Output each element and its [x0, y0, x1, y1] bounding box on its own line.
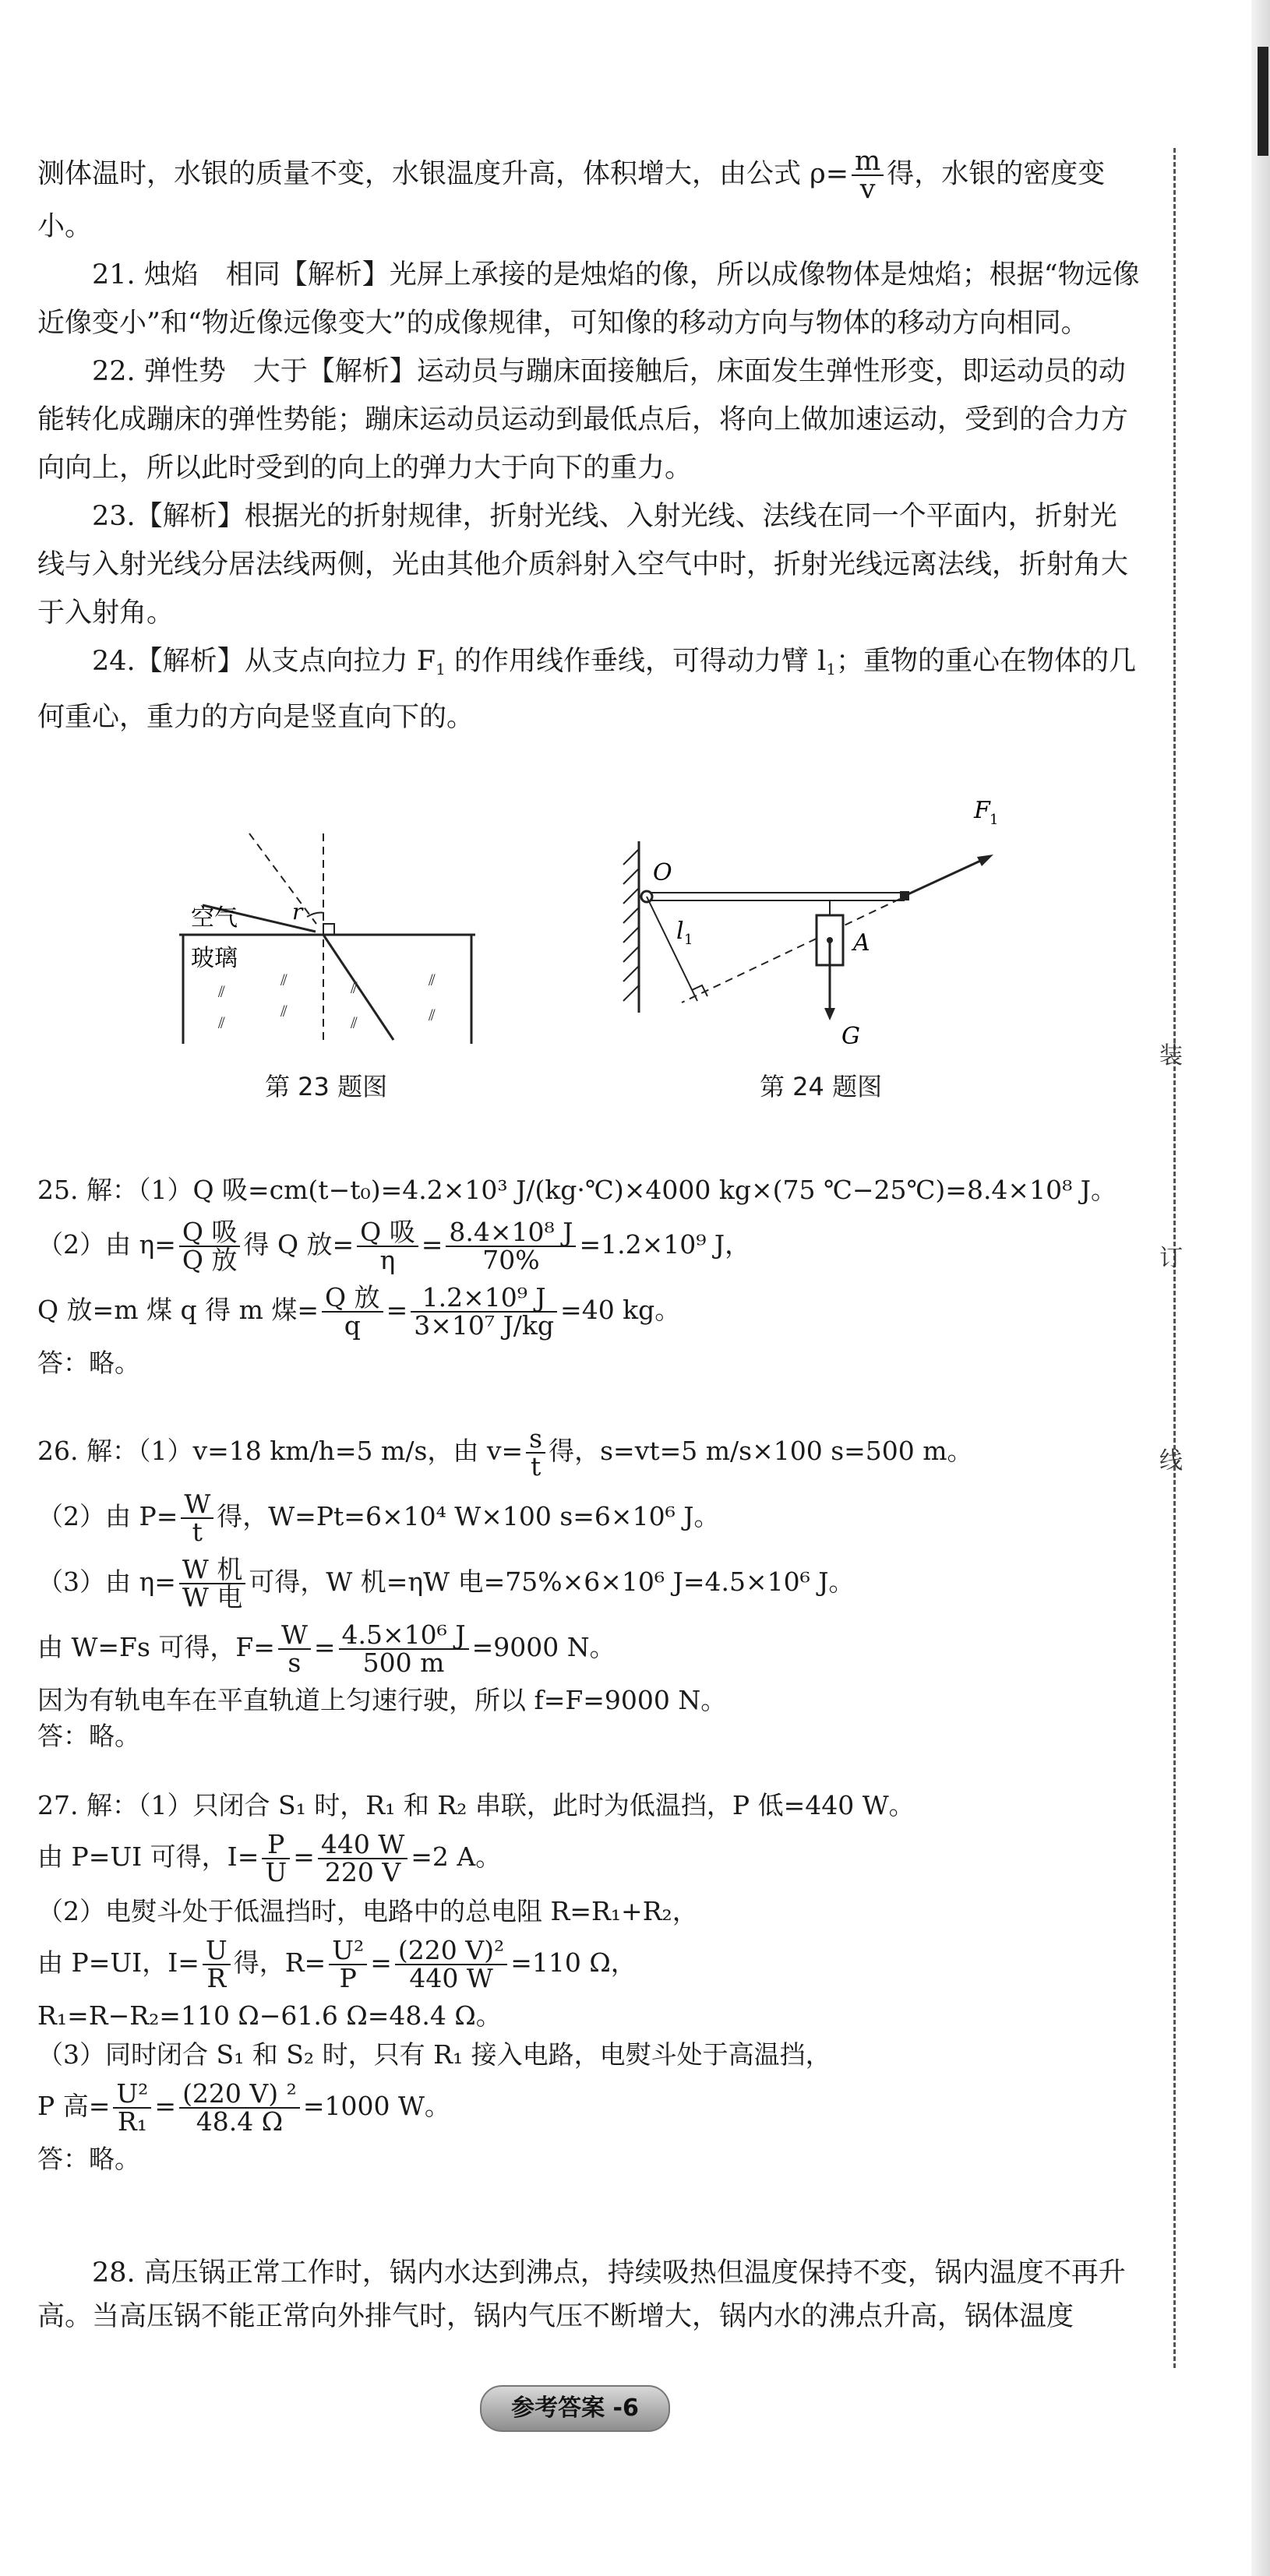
numerator: m — [852, 148, 884, 176]
force-f-subscript: 1 — [990, 812, 999, 828]
svg-text:⫽: ⫽ — [351, 978, 358, 997]
fraction — [852, 148, 884, 203]
glass-label: 玻璃 — [191, 945, 238, 972]
weight-a-label: A — [853, 929, 870, 957]
text: 得 Q 放= — [243, 1229, 355, 1260]
text: 得，R= — [233, 1947, 326, 1978]
denominator: 3×10⁷ J/kg — [414, 1310, 555, 1341]
numerator: 4.5×10⁶ J — [339, 1622, 469, 1650]
denominator: v — [859, 174, 876, 205]
q26-line-5: 因为有轨电车在平直轨道上匀速行驶，所以 f=F=9000 N。 — [37, 1685, 727, 1715]
denominator: P — [339, 1963, 357, 1993]
denominator: R — [206, 1963, 227, 1993]
pivot-o-label: O — [653, 859, 672, 886]
text: =9000 N。 — [471, 1632, 616, 1662]
text: = — [313, 1632, 336, 1662]
text: = — [154, 2091, 177, 2121]
q26-line-1 — [37, 1425, 1144, 1480]
text: （2）由 P= — [37, 1501, 178, 1531]
numerator: (220 V)² — [395, 1937, 507, 1965]
fraction — [278, 1619, 311, 1678]
text: =110 Ω， — [510, 1947, 637, 1978]
subscript: 1 — [436, 660, 446, 678]
force-f-label: F — [974, 797, 990, 824]
text: 得，水银的密度变 — [887, 158, 1106, 190]
answer-26 — [37, 1425, 1144, 1754]
force-f1-arrow — [905, 858, 986, 896]
q28-text: 28. 高压锅正常工作时，锅内水达到沸点，持续吸热但温度保持不变，锅内温度不再升高。当高压锅不能正常向外排气时，锅内气压不断增大，锅内水的沸点升高，锅体温度 — [37, 2257, 1126, 2332]
denominator: q — [344, 1310, 361, 1341]
q27-line-3: （2）电熨斗处于低温挡时，电路中的总电阻 R=R₁+R₂， — [37, 1896, 698, 1926]
subscript: 1 — [826, 660, 836, 678]
text: ；重物的重心在物体的几何重心，重力的方向是竖直向下的。 — [37, 646, 1137, 733]
incident-ray — [323, 935, 393, 1040]
q25-line-3 — [37, 1284, 1144, 1339]
page-edge-strip — [1251, 0, 1270, 2576]
numerator: Q 吸 — [179, 1219, 241, 1247]
numerator: (220 V) ² — [179, 2081, 300, 2109]
text: （2）由 η= — [37, 1229, 176, 1260]
text: =2 A。 — [411, 1841, 502, 1872]
q25-line-2 — [37, 1219, 1144, 1274]
numerator: 440 W — [318, 1831, 407, 1859]
fraction — [526, 1425, 545, 1480]
gravity-g-arrowhead — [824, 1008, 835, 1020]
denominator: R₁ — [117, 2106, 147, 2137]
svg-text:⫽: ⫽ — [280, 971, 288, 989]
fraction — [203, 1937, 231, 1992]
fraction — [181, 1491, 213, 1545]
denominator: η — [379, 1245, 396, 1275]
figure-24-lever — [616, 779, 1021, 1059]
denominator: 500 m — [362, 1647, 445, 1678]
fraction — [179, 2078, 300, 2137]
q25-answer: 答：略。 — [37, 1348, 140, 1378]
answer-21: 21. 烛焰 相同【解析】光屏上承接的是烛焰的像，所以成像物体是烛焰；根据“物远像近像变小”和“物近像远像变大”的成像规律，可知像的移动方向与物体的移动方向相同。 — [37, 259, 1140, 339]
denominator: 440 W — [409, 1963, 493, 1993]
svg-text:⫽: ⫽ — [429, 1006, 436, 1024]
fraction — [318, 1831, 407, 1886]
text: 由 W=Fs 可得，F= — [37, 1632, 275, 1662]
text: = — [293, 1841, 315, 1872]
denominator: 70% — [482, 1245, 540, 1275]
text: 得，W=Pt=6×10⁴ W×100 s=6×10⁶ J。 — [217, 1501, 720, 1531]
denominator: U — [265, 1857, 288, 1887]
page-edge-mark — [1258, 47, 1268, 156]
fraction — [411, 1284, 557, 1339]
text: 24.【解析】从支点向拉力 F — [92, 646, 436, 677]
numerator: P — [262, 1831, 290, 1859]
text: 的作用线作垂线，可得动力臂 l — [445, 646, 827, 677]
glass-hatching — [217, 971, 436, 1032]
fraction — [446, 1219, 576, 1274]
numerator: W 机 — [179, 1556, 245, 1584]
answer-24 — [37, 637, 1144, 742]
fraction — [179, 1556, 245, 1611]
denominator: t — [192, 1517, 203, 1547]
denominator: s — [288, 1647, 302, 1678]
figure-24-caption: 第 24 题图 — [760, 1072, 883, 1101]
text: = — [421, 1229, 443, 1260]
text-part-1 — [37, 148, 1144, 742]
svg-text:⫽: ⫽ — [280, 1002, 288, 1020]
denominator: t — [531, 1451, 542, 1482]
fraction — [329, 1937, 367, 1992]
q27-line-7 — [37, 2078, 1144, 2137]
q25-line-1: 25. 解：（1）Q 吸=cm(t−t₀)=4.2×10³ J/(kg·℃)×4000 kg×(75 ℃−25℃)=8.4×10⁸ J。 — [37, 1175, 1117, 1205]
q26-answer: 答：略。 — [37, 1721, 140, 1751]
svg-text:⫽: ⫽ — [218, 982, 225, 1001]
numerator: U — [203, 1937, 231, 1965]
binding-char-zhuang: 装 — [1159, 1042, 1183, 1070]
svg-text:⫽: ⫽ — [218, 1013, 225, 1032]
angle-r-label: r — [292, 899, 303, 925]
para-density-end: 小。 — [37, 211, 93, 242]
fraction — [395, 1937, 507, 1992]
fraction — [339, 1619, 469, 1678]
binding-char-ding: 订 — [1159, 1245, 1183, 1272]
answer-28 — [37, 2251, 1144, 2338]
answer-25 — [37, 1172, 1144, 1381]
binding-char-xian: 线 — [1159, 1447, 1183, 1475]
numerator: Q 吸 — [357, 1219, 418, 1247]
numerator: 8.4×10⁸ J — [446, 1219, 576, 1247]
angle-arc — [307, 913, 324, 917]
text: =1000 W。 — [302, 2091, 450, 2121]
q26-line-3 — [37, 1556, 1144, 1611]
wall-hatching — [623, 849, 639, 1001]
arm-l-subscript: 1 — [684, 932, 693, 948]
numerator: U² — [113, 2081, 151, 2109]
numerator: W — [278, 1622, 311, 1650]
numerator: Q 放 — [322, 1284, 383, 1313]
text: 可得，W 机=ηW 电=75%×6×10⁶ J=4.5×10⁶ J。 — [249, 1566, 855, 1597]
text: 由 P=UI，I= — [37, 1947, 199, 1978]
fraction — [262, 1831, 290, 1886]
figure-23-refraction — [171, 818, 499, 1044]
reference-dashed-line — [249, 833, 316, 924]
svg-text:⫽: ⫽ — [429, 971, 436, 989]
figure-23-caption: 第 23 题图 — [265, 1072, 388, 1101]
text: 由 P=UI 可得，I= — [37, 1841, 259, 1872]
fraction — [113, 2078, 151, 2137]
denominator: W 电 — [182, 1582, 243, 1612]
numerator: 1.2×10⁹ J — [411, 1284, 557, 1313]
numerator: s — [526, 1425, 545, 1454]
text: 26. 解：（1）v=18 km/h=5 m/s，由 v= — [37, 1436, 524, 1466]
svg-text:⫽: ⫽ — [351, 1013, 358, 1032]
text: 测体温时，水银的质量不变，水银温度升高，体积增大，由公式 ρ= — [37, 158, 849, 190]
answer-23: 23.【解析】根据光的折射规律，折射光线、入射光线、法线在同一个平面内，折射光线与入射光线分居法线两侧，光由其他介质斜射入空气中时，折射光线远离法线，折射角大于入射角。 — [37, 501, 1129, 629]
q26-line-4 — [37, 1619, 1144, 1678]
text: =1.2×10⁹ J， — [579, 1229, 751, 1260]
right-angle-mark — [323, 924, 334, 935]
arm-l-label: l — [676, 918, 684, 945]
text: Q 放=m 煤 q 得 m 煤= — [37, 1295, 319, 1325]
denominator: 220 V — [324, 1857, 401, 1887]
fraction — [322, 1284, 383, 1339]
denominator: 48.4 Ω — [196, 2106, 284, 2137]
force-f1-arrowhead — [977, 855, 993, 866]
text: = — [386, 1295, 408, 1325]
lever-arm-l1 — [647, 897, 697, 1001]
answer-27 — [37, 1788, 1144, 2177]
text: 得，s=vt=5 m/s×100 s=500 m。 — [549, 1436, 973, 1466]
q26-line-2 — [37, 1491, 1144, 1545]
air-label: 空气 — [191, 904, 238, 932]
fraction — [357, 1219, 418, 1274]
page-footer-badge: 参考答案 -6 — [480, 2385, 670, 2432]
fraction — [179, 1219, 241, 1274]
text: P 高= — [37, 2091, 111, 2121]
text: =40 kg。 — [560, 1295, 681, 1325]
lever-bar — [647, 893, 904, 900]
q27-line-1: 27. 解：（1）只闭合 S₁ 时，R₁ 和 R₂ 串联，此时为低温挡，P 低=440 W。 — [37, 1790, 915, 1820]
q27-line-4 — [37, 1937, 1144, 1992]
denominator: Q 放 — [182, 1245, 238, 1275]
numerator: U² — [329, 1937, 367, 1965]
gravity-g-label: G — [841, 1023, 860, 1050]
q27-line-5: R₁=R−R₂=110 Ω−61.6 Ω=48.4 Ω。 — [37, 2000, 502, 2031]
q27-line-6: （3）同时闭合 S₁ 和 S₂ 时，只有 R₁ 接入电路，电熨斗处于高温挡， — [37, 2039, 831, 2070]
para-density — [37, 148, 1144, 203]
answer-22: 22. 弹性势 大于【解析】运动员与蹦床面接触后，床面发生弹性形变，即运动员的动能转化成蹦床的弹性势能；蹦床运动员运动到最低点后，将向上做加速运动，受到的合力方向向上，所以此时受到的向上的弹力大于向下的重力。 — [37, 356, 1129, 484]
q27-line-2 — [37, 1831, 1144, 1886]
text: = — [370, 1947, 392, 1978]
q27-answer: 答：略。 — [37, 2144, 140, 2174]
text: （3）由 η= — [37, 1566, 176, 1597]
numerator: W — [181, 1491, 213, 1519]
